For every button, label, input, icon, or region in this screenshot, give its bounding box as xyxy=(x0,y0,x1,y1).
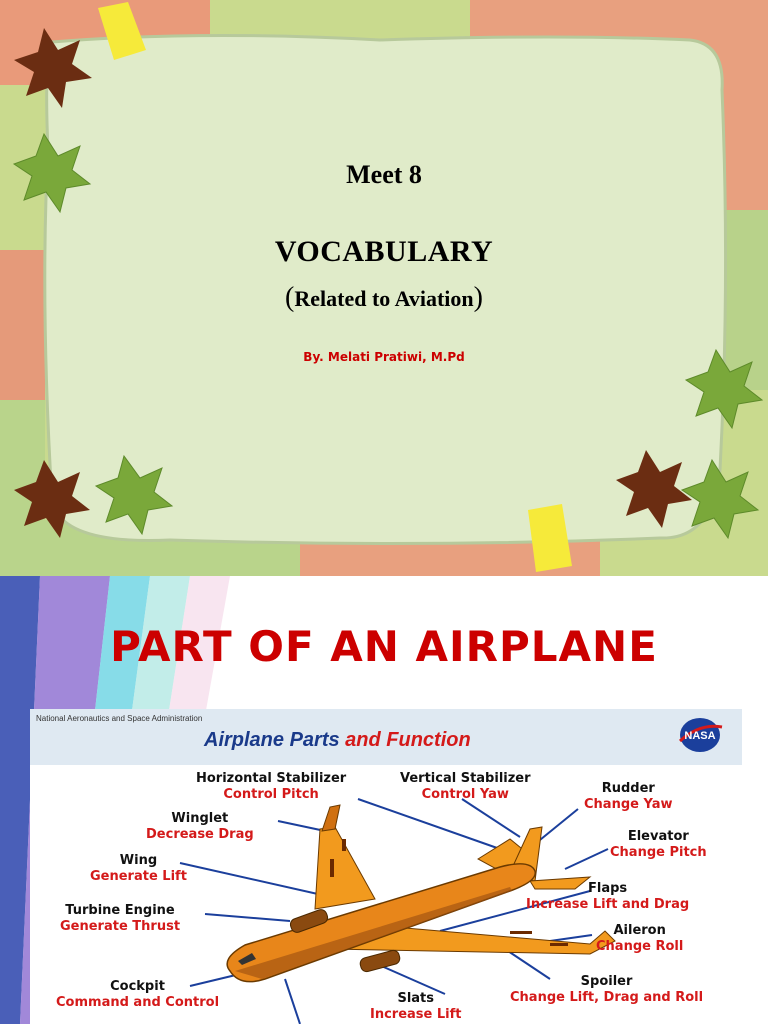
turbine-engine-name: Turbine Engine xyxy=(65,903,175,918)
label-vertical-stabilizer xyxy=(400,771,531,803)
label-spoiler xyxy=(510,974,703,1006)
turbine-engine-function: Generate Thrust xyxy=(60,919,181,934)
rudder-function: Change Yaw xyxy=(584,797,673,812)
slats-name: Slats xyxy=(397,991,435,1006)
horizontal-stabilizer-name: Horizontal Stabilizer xyxy=(196,771,347,786)
aileron-function: Change Roll xyxy=(596,939,684,954)
wing-function: Generate Lift xyxy=(90,869,187,884)
spoiler-name: Spoiler xyxy=(580,974,633,989)
elevator-name: Elevator xyxy=(627,829,689,844)
nasa-org-name: National Aeronautics and Space Administration xyxy=(36,714,203,723)
cockpit-function: Command and Control xyxy=(56,995,220,1010)
horizontal-stabilizer-function: Control Pitch xyxy=(223,787,319,802)
label-aileron xyxy=(596,923,683,955)
label-cockpit xyxy=(56,979,219,1011)
vertical-stabilizer-name: Vertical Stabilizer xyxy=(400,771,531,786)
slats-function: Increase Lift xyxy=(370,1007,462,1022)
author-credit: By. Melati Pratiwi, M.Pd xyxy=(303,350,465,364)
meet-number: Meet 8 xyxy=(346,160,422,189)
close-paren: ) xyxy=(473,282,483,313)
vertical-stabilizer-function: Control Yaw xyxy=(421,787,509,802)
rudder-name: Rudder xyxy=(601,781,655,796)
label-slats xyxy=(370,991,462,1023)
diagram-title-part1: Airplane Parts xyxy=(204,729,340,751)
airplane-diagram xyxy=(30,709,742,1024)
label-wing xyxy=(90,853,187,885)
label-flaps xyxy=(526,881,689,913)
winglet-name: Winglet xyxy=(171,811,229,826)
subtitle-text: Related to Aviation xyxy=(294,286,474,311)
slide2-title: PART OF AN AIRPLANE xyxy=(110,622,658,671)
spoiler-function: Change Lift, Drag and Roll xyxy=(510,990,704,1005)
slide-subtitle xyxy=(0,282,768,314)
airplane-slide xyxy=(0,576,768,1024)
label-turbine-engine xyxy=(60,903,180,935)
cockpit-name: Cockpit xyxy=(110,979,165,994)
winglet-function: Decrease Drag xyxy=(146,827,254,842)
elevator-function: Change Pitch xyxy=(610,845,707,860)
aileron-name: Aileron xyxy=(613,923,666,938)
flaps-function: Increase Lift and Drag xyxy=(526,897,690,912)
label-horizontal-stabilizer xyxy=(196,771,346,803)
diagram-title-part2: and Function xyxy=(339,729,471,751)
label-winglet xyxy=(146,811,254,843)
nasa-logo-text: NASA xyxy=(684,730,716,742)
slide-title: VOCABULARY xyxy=(274,235,494,268)
label-elevator xyxy=(610,829,707,861)
label-rudder xyxy=(584,781,672,813)
open-paren: ( xyxy=(285,282,295,313)
flaps-name: Flaps xyxy=(588,881,628,896)
wing-name: Wing xyxy=(119,853,158,868)
